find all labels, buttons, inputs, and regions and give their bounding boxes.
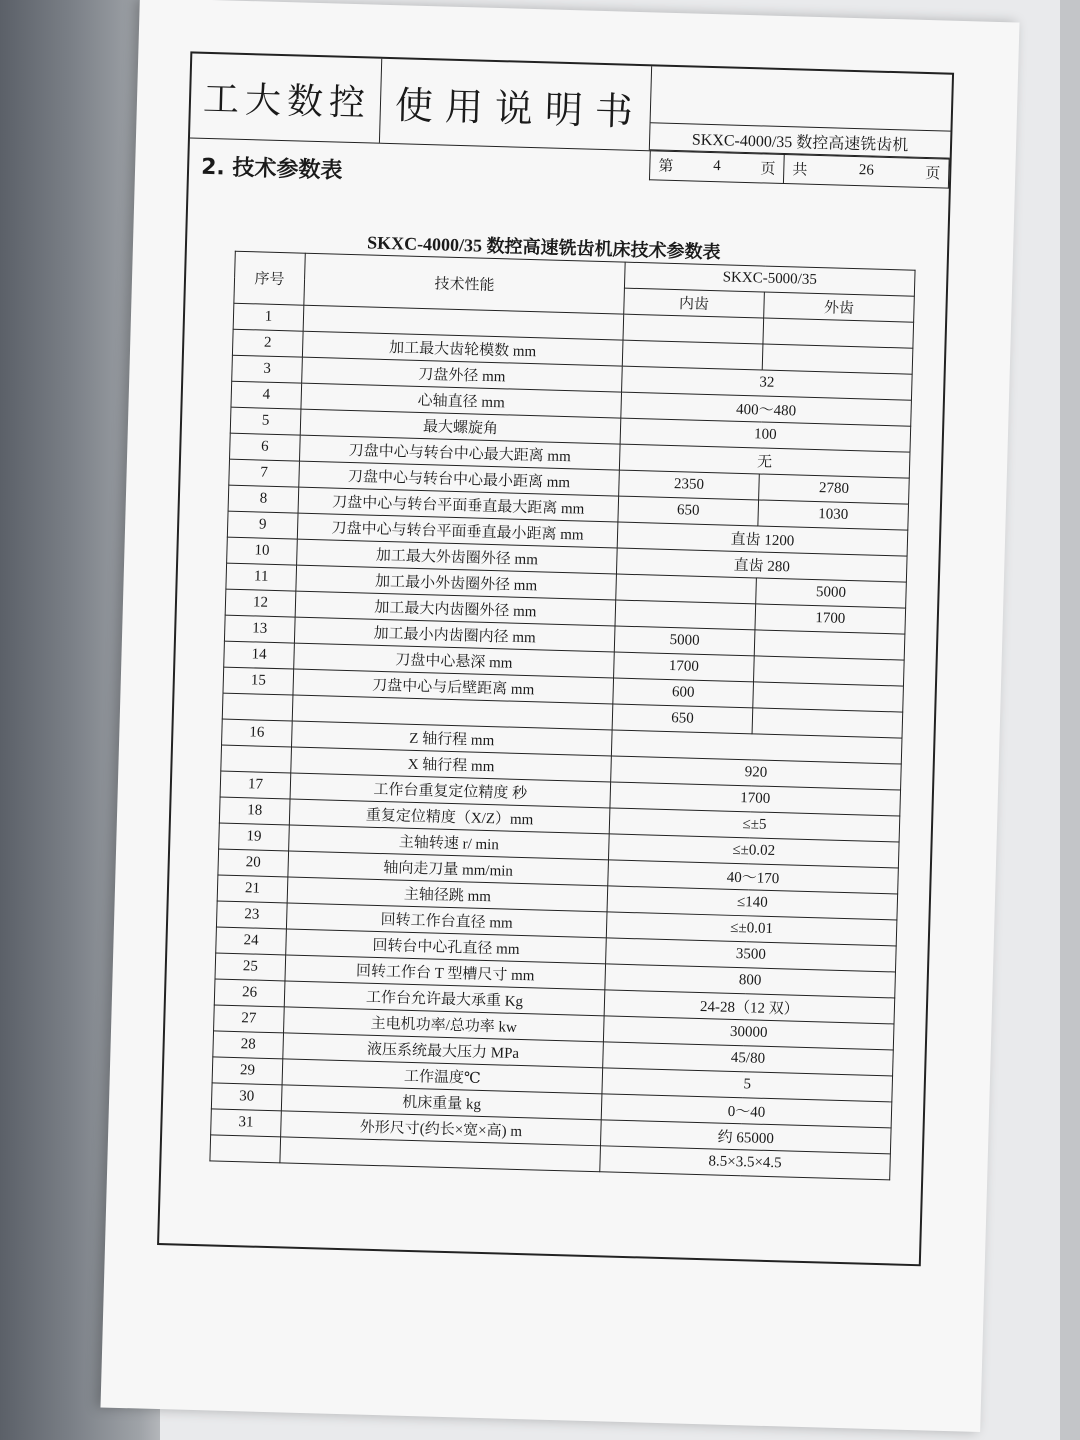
total-pages-cell: [784, 154, 949, 188]
row-parameter: 工作台允许最大承重 Kg: [284, 981, 605, 1016]
table-title: SKXC-4000/35 数控高速铣齿机床技术参数表: [366, 232, 721, 263]
row-parameter: 主电机功率/总功率 kw: [284, 1007, 605, 1042]
header-no: 序号: [234, 251, 305, 305]
row-value-inner: 600: [613, 678, 754, 708]
row-value-inner: 2350: [619, 470, 760, 500]
row-number: 26: [214, 979, 285, 1007]
row-number: 19: [219, 823, 290, 851]
row-value: 100: [620, 418, 911, 452]
total-prefix: 共: [792, 162, 808, 179]
row-value: 无: [619, 444, 910, 478]
row-number: 29: [212, 1057, 283, 1085]
row-value: 5: [602, 1068, 893, 1102]
page-frame: [157, 51, 954, 1266]
row-number: 24: [216, 927, 287, 955]
row-number: 14: [224, 641, 295, 669]
row-parameter: 刀盘中心与转台中心最小距离 mm: [299, 461, 620, 496]
row-number: 15: [223, 667, 294, 695]
row-value-inner: 650: [612, 704, 753, 734]
row-value: 0～40: [601, 1094, 892, 1128]
row-parameter: Z 轴行程 mm: [292, 721, 613, 756]
row-value: 直齿 280: [616, 548, 907, 582]
row-value-outer: 1030: [758, 500, 909, 530]
machine-model: SKXC-4000/35 数控高速铣齿机: [650, 122, 951, 158]
row-number: [222, 693, 293, 721]
row-number: 3: [232, 355, 303, 383]
row-number: 30: [211, 1083, 282, 1111]
row-parameter: 外形尺寸(约长×宽×高) m: [281, 1111, 602, 1146]
row-parameter: 加工最大齿轮模数 mm: [302, 331, 623, 366]
row-value-outer: 5000: [756, 578, 907, 608]
row-parameter: 刀盘中心与转台平面垂直最小距离 mm: [297, 513, 618, 548]
row-value-inner: 5000: [614, 626, 755, 656]
row-value: 400～480: [621, 392, 912, 426]
row-parameter: 回转工作台 T 型槽尺寸 mm: [285, 955, 606, 990]
row-value: ≤±0.02: [608, 834, 899, 868]
row-parameter: 工作温度℃: [282, 1059, 603, 1094]
company-name: 工大数控: [190, 53, 382, 142]
row-value-inner: [615, 600, 756, 630]
row-value-inner: 1700: [614, 652, 755, 682]
row-value-outer: 2780: [759, 474, 910, 504]
document-title: 使用说明书: [380, 59, 652, 151]
row-number: 12: [225, 589, 296, 617]
row-parameter: 轴向走刀量 mm/min: [288, 851, 609, 886]
row-number: 17: [220, 771, 291, 799]
row-number: 1: [233, 303, 304, 331]
row-parameter: 回转台中心孔直径 mm: [286, 929, 607, 964]
row-number: 2: [232, 329, 303, 357]
row-parameter: 主轴转速 r/ min: [289, 825, 610, 860]
row-number: 5: [230, 407, 301, 435]
row-value: 40～170: [608, 860, 899, 894]
parameters-table: [209, 251, 915, 1181]
row-value-inner: 650: [618, 496, 759, 526]
row-value-inner: [623, 314, 764, 344]
row-parameter: 刀盘中心与转台平面垂直最大距离 mm: [298, 487, 619, 522]
row-value: 800: [605, 964, 896, 998]
row-value: 3500: [606, 938, 897, 972]
row-number: [221, 745, 292, 773]
row-number: 8: [228, 485, 299, 513]
row-number: 10: [227, 537, 298, 565]
header-outer-gear: 外齿: [764, 292, 915, 322]
row-parameter: 最大螺旋角: [300, 409, 621, 444]
row-value: ≤140: [607, 886, 898, 920]
row-value: 24-28（12 双）: [604, 990, 895, 1024]
row-value: 45/80: [603, 1042, 894, 1076]
row-parameter: 心轴直径 mm: [301, 383, 622, 418]
row-number: 4: [231, 381, 302, 409]
row-parameter: 刀盘中心与后壁距离 mm: [293, 669, 614, 704]
row-number: 18: [219, 797, 290, 825]
page-label-prefix: 第: [658, 158, 674, 175]
row-parameter: 加工最大内齿圈外径 mm: [295, 591, 616, 626]
header-model: SKXC-5000/35: [624, 262, 915, 296]
total-suffix: 页: [924, 165, 941, 183]
row-parameter: 主轴径跳 mm: [287, 877, 608, 912]
row-parameter: 液压系统最大压力 MPa: [283, 1033, 604, 1068]
row-number: 23: [216, 901, 287, 929]
row-parameter: 重复定位精度（X/Z）mm: [289, 799, 610, 834]
row-number: 11: [226, 563, 297, 591]
row-number: 9: [227, 511, 298, 539]
row-value-inner: [622, 340, 763, 370]
header-inner-gear: 内齿: [624, 288, 765, 318]
row-parameter: 加工最小外齿圈外径 mm: [296, 565, 617, 600]
row-value-outer: 1700: [755, 604, 906, 634]
row-number: [210, 1135, 281, 1163]
page-label-suffix: 页: [760, 161, 776, 178]
row-parameter: 刀盘中心悬深 mm: [294, 643, 615, 678]
row-value: ≤±0.01: [606, 912, 897, 946]
row-number: 20: [218, 849, 289, 877]
row-value: 8.5×3.5×4.5: [600, 1146, 891, 1180]
row-value: 32: [622, 366, 913, 400]
total-pages: 26: [858, 162, 875, 179]
row-number: 16: [222, 719, 293, 747]
header-performance: 技术性能: [304, 253, 625, 314]
row-number: 7: [229, 459, 300, 487]
row-value: 30000: [603, 1016, 894, 1050]
row-parameter: 机床重量 kg: [281, 1085, 602, 1120]
row-number: 27: [214, 1005, 285, 1033]
row-value: 约 65000: [600, 1120, 891, 1154]
document-sheet: [100, 0, 1019, 1432]
row-value-inner: [616, 574, 757, 604]
row-number: 13: [224, 615, 295, 643]
row-number: 28: [213, 1031, 284, 1059]
row-value: 1700: [610, 782, 901, 816]
row-parameter: 工作台重复定位精度 秒: [290, 773, 611, 808]
page-header: [190, 53, 952, 159]
row-number: 25: [215, 953, 286, 981]
row-number: 31: [211, 1109, 282, 1137]
row-parameter: 回转工作台直径 mm: [286, 903, 607, 938]
row-parameter: 刀盘外径 mm: [302, 357, 623, 392]
section-heading: 2. 技术参数表: [200, 154, 343, 184]
row-number: 21: [217, 875, 288, 903]
row-parameter: 加工最小内齿圈内径 mm: [294, 617, 615, 652]
row-value: 直齿 1200: [617, 522, 908, 556]
row-parameter: 刀盘中心与转台中心最大距离 mm: [299, 435, 620, 470]
page-number-cell: [650, 150, 785, 183]
row-parameter: 加工最大外齿圈外径 mm: [297, 539, 618, 574]
row-value: 920: [611, 756, 902, 790]
row-parameter: X 轴行程 mm: [291, 747, 612, 782]
page-number: 4: [712, 158, 721, 175]
row-number: 6: [230, 433, 301, 461]
row-value: ≤±5: [609, 808, 900, 842]
